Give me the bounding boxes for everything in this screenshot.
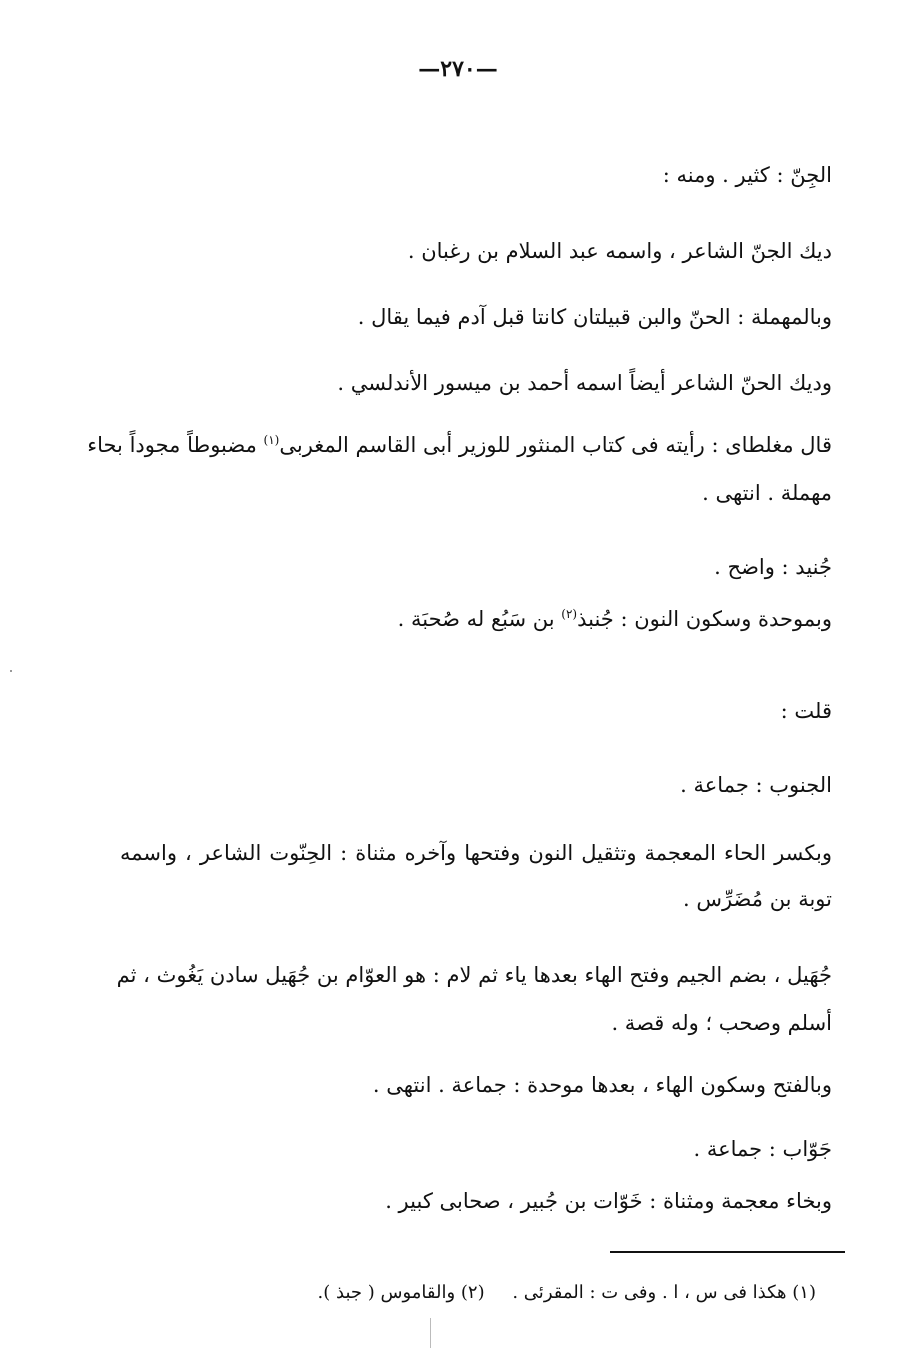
footnote-ref-2: (٢): [561, 607, 578, 621]
text-line-1: الجِنّ : كثير . ومنه :: [662, 163, 832, 187]
text-line-6: مهملة . انتهى .: [702, 481, 832, 505]
text-segment: وبموحدة وسكون النون : جُنبذ: [577, 607, 832, 631]
text-line-9: قلت :: [780, 699, 832, 723]
text-line-2: ديك الجنّ الشاعر ، واسمه عبد السلام بن رغبان .: [407, 239, 832, 263]
text-line-8: [398, 604, 832, 634]
text-segment: مضبوطاً مجوداً بحاء: [87, 433, 257, 457]
text-line-14: أسلم وصحب ؛ وله قصة .: [611, 1011, 832, 1035]
text-line-13: جُهَيل ، بضم الجيم وفتح الهاء بعدها ياء ثم لام : هو العوّام بن جُهَيل سادن يَغُوث ، ثم: [116, 963, 832, 987]
text-line-5: [87, 430, 832, 460]
text-line-12: توبة بن مُضَرِّس .: [682, 887, 832, 911]
text-line-17: وبخاء معجمة ومثناة : خَوّات بن جُبير ، صحابى كبير .: [385, 1189, 832, 1213]
text-line-10: الجنوب : جماعة .: [680, 773, 832, 797]
text-line-11: وبكسر الحاء المعجمة وتثقيل النون وفتحها وآخره مثناة : الحِنّوت الشاعر ، واسمه: [120, 841, 832, 865]
text-line-7: جُنيد : واضح .: [714, 555, 832, 579]
text-line-4: وديك الحنّ الشاعر أيضاً اسمه أحمد بن ميسور الأندلسي .: [337, 371, 832, 395]
footnotes: [318, 1280, 816, 1306]
scan-speck: [10, 670, 12, 672]
text-segment: قال مغلطاى : رأيته فى كتاب المنثور للوزير أبى القاسم المغربى: [279, 433, 832, 457]
text-line-16: جَوّاب : جماعة .: [693, 1137, 832, 1161]
text-line-15: وبالفتح وسكون الهاء ، بعدها موحدة : جماعة . انتهى .: [372, 1073, 832, 1097]
footnote-ref-1: (١): [263, 433, 280, 447]
footnote-1: (١) هكذا فى س ، ا . وفى ت : المقرئى .: [512, 1282, 816, 1303]
text-line-3: وبالمهملة : الحنّ والبن قبيلتان كانتا قبل آدم فيما يقال .: [357, 305, 832, 329]
footnote-2: (٢) والقاموس ( جبذ ).: [317, 1282, 485, 1303]
page-number: —٢٧٠—: [418, 56, 498, 82]
scan-edge-mark: [430, 1318, 431, 1348]
text-segment: بن سَبُع له صُحبَة .: [397, 607, 555, 631]
footnote-divider: [610, 1251, 845, 1253]
